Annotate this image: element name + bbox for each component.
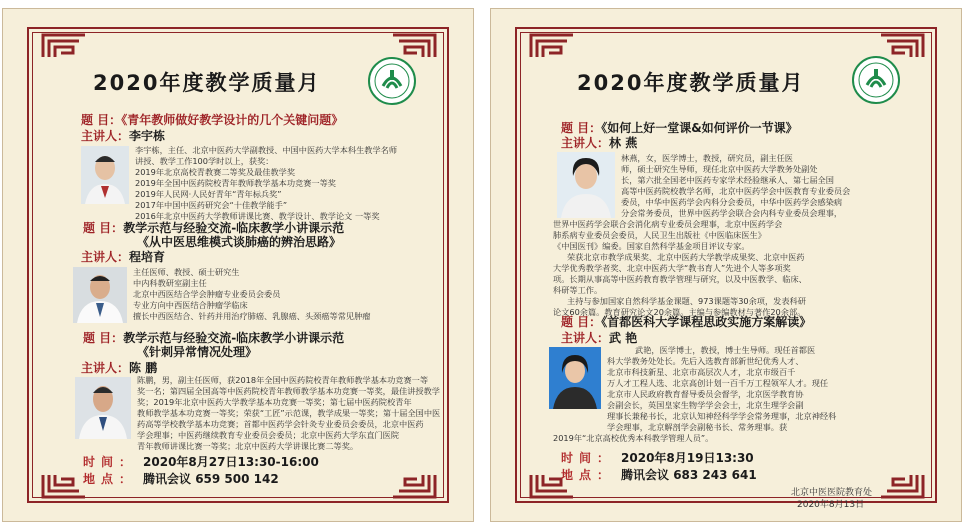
talk1-topic: 《青年教师做好教学设计的几个关键问题》 bbox=[121, 113, 344, 127]
speaker-photo bbox=[81, 146, 129, 204]
speaker-photo bbox=[75, 377, 131, 439]
talk3-topic-line1: 教学示范与经验交流-临床教学小讲课示范 bbox=[123, 331, 345, 345]
speaker-label: 主讲人： bbox=[81, 250, 130, 264]
signature-date: 2020年8月13日 bbox=[797, 500, 865, 510]
talk3-topic-row2 bbox=[137, 345, 257, 359]
time-label: 时间： bbox=[83, 455, 138, 469]
topic-label: 题 目： bbox=[561, 315, 602, 329]
talk2-topic-line2: 《从中医思维模式谈肺癌的辨治思路》 bbox=[137, 235, 342, 249]
talk3-bio: 陈鹏，男，副主任医师，获2018年全国中医药院校青年教师教学基本功竞赛一等 奖一名；第四届全国高等中医药院校青年教师教学基本功竞赛一等奖，最佳讲授教学 奖；2019年北京中医药大学教学基本功竞赛一等奖；第七届中医药院校青年 教师教学基本功竞赛一等奖；荣获“工匠”示范课，教学成果一等奖；第十届全国中医 药高等学校教学基本功竞赛；首都中医药学会针灸专业委员会委员，北京中医药 学会理事；中医药继续教育专业委员会委员；北京中医药大学东直门医院 青年教师讲课比赛一等奖；北京中医药大学讲课比赛二等奖。 bbox=[137, 375, 441, 451]
talk2-topic-row bbox=[83, 221, 344, 235]
corner-ornament-icon bbox=[879, 473, 925, 499]
talk1-speaker: 林 燕 bbox=[609, 136, 638, 150]
talk3-topic-line2: 《针刺异常情况处理》 bbox=[137, 345, 258, 359]
poster-title: 2020年度教学质量月 bbox=[93, 71, 321, 95]
talk1-bio: 李宇栋，主任、北京中医药大学副教授、中国中医药大学本科生教学名师 讲授、教学工作100学时以上，获奖： 2019年北京高校青教赛二等奖及最佳教学奖 2019年全国中医药院校青年教师教学基本功竞赛一等奖 2019年人民网·人民好青年“青年标兵奖” 2017年中国中医药研究会“十佳教学能手” 2016年北京中医药大学教师讲课比赛、教学设计、教学论文 一等奖 bbox=[135, 145, 398, 221]
corner-ornament-icon bbox=[41, 33, 87, 59]
speaker-label: 主讲人： bbox=[561, 136, 610, 150]
speaker-photo bbox=[549, 347, 601, 409]
talk2-topic: 《首都医科大学课程思政实施方案解读》 bbox=[601, 315, 812, 329]
talk2-topic-line1: 教学示范与经验交流-临床教学小讲课示范 bbox=[123, 221, 345, 235]
talk1-topic-row bbox=[81, 113, 343, 127]
talk3-topic-row bbox=[83, 331, 344, 345]
topic-label: 题 目： bbox=[81, 113, 122, 127]
talk2-topic-row2 bbox=[137, 235, 341, 249]
poster-right bbox=[490, 8, 962, 522]
talk2-speaker-row bbox=[561, 331, 637, 345]
talk2-speaker: 武 艳 bbox=[609, 331, 638, 345]
corner-ornament-icon bbox=[529, 33, 575, 59]
talk2-speaker: 程培育 bbox=[129, 250, 166, 264]
speaker-label: 主讲人： bbox=[81, 129, 130, 143]
time-value: 2020年8月19日13:30 bbox=[621, 451, 754, 465]
corner-ornament-icon bbox=[41, 473, 87, 499]
talk2-bio: 主任医师、教授、硕士研究生 中内科教研室副主任 北京中西医结合学会肿瘤专业委员会委员 专业方向中西医结合肿瘤学临床 擅长中西医结合、针药并用治疗肺癌、乳腺癌、头颈癌等常见肿瘤 bbox=[133, 267, 371, 321]
signature-org: 北京中医医院教育处 bbox=[791, 488, 873, 498]
speaker-label: 主讲人： bbox=[81, 361, 130, 375]
corner-ornament-icon bbox=[391, 473, 437, 499]
poster-title: 2020年度教学质量月 bbox=[577, 71, 805, 95]
talk2-bio: 武艳，医学博士，教授，博士生导师。现任首都医 科大学教务处处长。先后入选教育部新世纪优秀人才、 北京市科技新星、北京市高层次人才，北京市级百千 万人才工程人选、北京高创计划一百千万工程领军人才。现任 北京市人民政府教育督导委员会督学，北京医学教育协 会副会长，英国皇家生物学学会会士，北京生理学会副 理事长兼秘书长，北京认知神经科学学会常务理事，北京神经科 学会理事，北京解剖学会副秘书长、常务理事。获 2019年“北京高校优秀本科教学管理人员”。 bbox=[553, 345, 837, 443]
place-value: 腾讯会议 659 500 142 bbox=[143, 472, 279, 486]
speaker-label: 主讲人： bbox=[561, 331, 610, 345]
place-value: 腾讯会议 683 243 641 bbox=[621, 468, 757, 482]
place-label: 地点： bbox=[561, 468, 616, 482]
talk1-topic: 《如何上好一堂课&如何评价一节课》 bbox=[601, 121, 798, 135]
hospital-logo-icon bbox=[851, 55, 901, 105]
talk1-topic-row bbox=[561, 121, 798, 135]
talk1-speaker: 李宇栋 bbox=[129, 129, 166, 143]
speaker-photo bbox=[73, 267, 127, 323]
topic-label: 题 目： bbox=[83, 331, 124, 345]
place-label: 地点： bbox=[83, 472, 138, 486]
talk1-speaker-row bbox=[561, 136, 637, 150]
topic-label: 题 目： bbox=[83, 221, 124, 235]
hospital-logo-icon bbox=[367, 56, 417, 106]
topic-label: 题 目： bbox=[561, 121, 602, 135]
event-time bbox=[561, 449, 754, 466]
event-place bbox=[83, 470, 279, 487]
talk3-speaker: 陈 鹏 bbox=[129, 361, 158, 375]
time-value: 2020年8月27日13:30-16:00 bbox=[143, 455, 319, 469]
time-label: 时间： bbox=[561, 451, 616, 465]
event-place bbox=[561, 466, 757, 483]
talk2-speaker-row bbox=[81, 250, 165, 264]
poster-left bbox=[2, 8, 474, 522]
talk1-bio: 林燕，女，医学博士，教授，研究员，副主任医 师，硕士研究生导师，现任北京中医药大学教务处副处 长，第六批全国老中医药专家学术经验继承人、第七届全国 高等中医药院校教学名师，北京中医药学会中医教育专业委员会 委员，中华中医药学会内科分会委员，中华中医药学会感染病 分会常务委员，世界中医药学会联合会内科专业委员会理事， 世界中医药学会联合会消化病专业委员会理事，北京中医药学会 肺系病专业委员会委员，人民卫生出版社《中医临床医生》 《中国医刊》编委。国家自然科学基金项目评议专家。 荣获北京市教学成果奖、北京中医药大学教学成果奖、北京中医药 大学优秀教学者奖、北京中医药大学“教书育人”先进个人等多项奖 项。长期从事高等中医药教育教学管理与研究，以及中医教学、临床、 科研等工作。 主持与参加国家自然科学基金课题、973课题等30余项，发表科研 论文60余篇。教育研究论文20余篇。主编与参编教材与著作20余部。 bbox=[553, 153, 851, 317]
event-time bbox=[83, 453, 319, 470]
talk1-speaker-row bbox=[81, 129, 165, 143]
talk2-topic-row bbox=[561, 315, 811, 329]
talk3-speaker-row bbox=[81, 361, 157, 375]
